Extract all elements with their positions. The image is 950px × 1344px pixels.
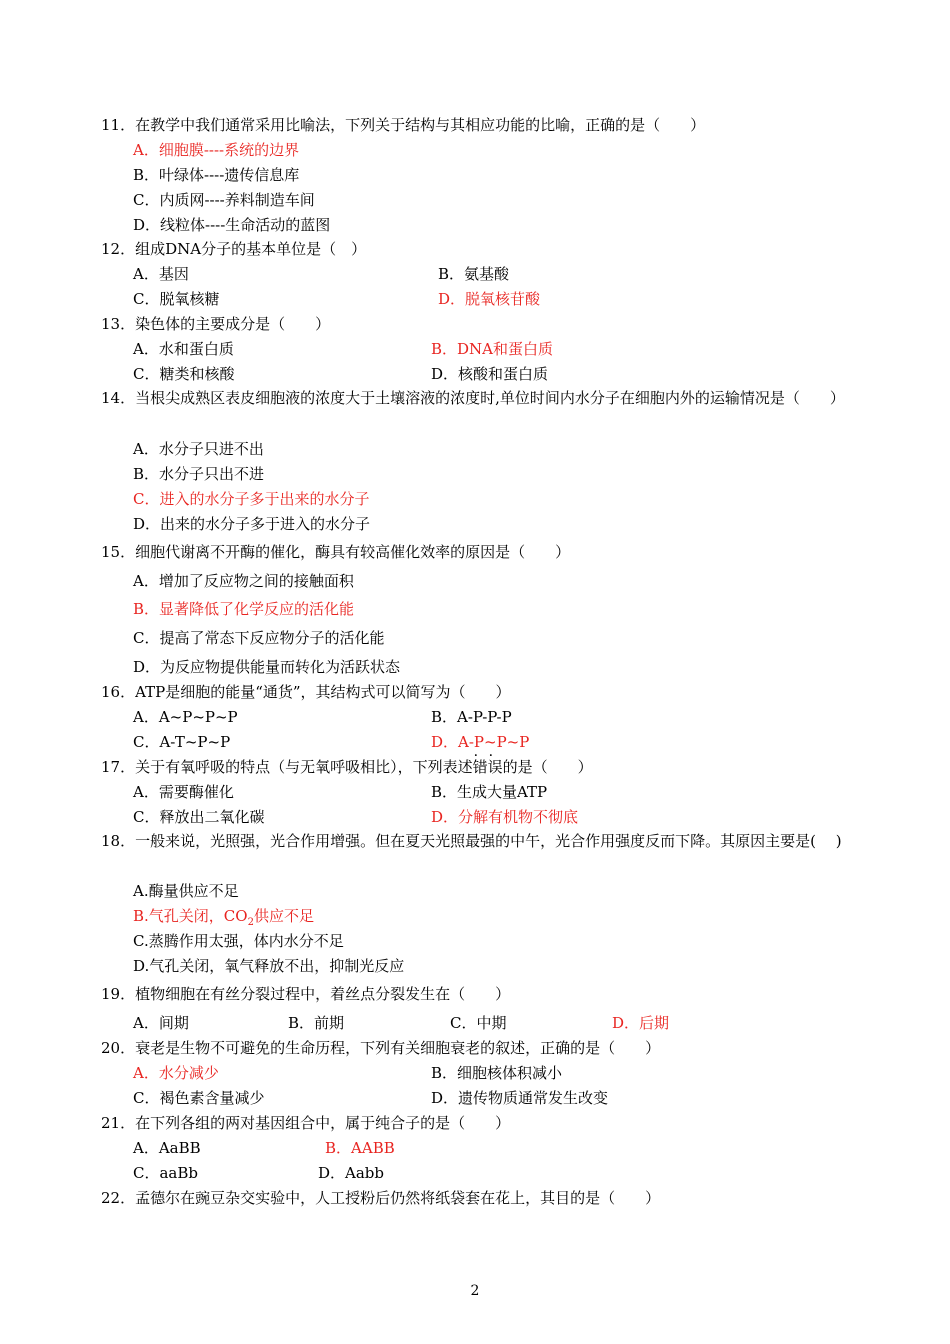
- question-19-option-b: B．前期: [288, 1014, 345, 1032]
- question-21-option-c: C．aaBb: [133, 1164, 198, 1182]
- question-19-stem: 19．植物细胞在有丝分裂过程中，着丝点分裂发生在（ ）: [101, 985, 511, 1003]
- question-15-option-b: B．显著降低了化学反应的活化能: [133, 600, 355, 618]
- question-14-option-b: B．水分子只出不进: [133, 465, 265, 483]
- question-20-option-b: B．细胞核体积减小: [431, 1064, 563, 1082]
- question-13-option-b: B．DNA和蛋白质: [431, 340, 554, 358]
- question-14-stem: 14．当根尖成熟区表皮细胞液的浓度大于土壤溶液的浓度时,单位时间内水分子在细胞内外的运输情况是（ ）: [101, 389, 845, 407]
- page-number: 2: [470, 1283, 480, 1299]
- question-18-option-d: D.气孔关闭，氧气释放不出，抑制光反应: [133, 957, 405, 975]
- question-13-option-c: C．糖类和核酸: [133, 365, 235, 383]
- question-14-option-c: C．进入的水分子多于出来的水分子: [133, 490, 370, 508]
- question-18-option-b-tail: 供应不足: [253, 907, 314, 925]
- question-21-option-b: B．AABB: [325, 1139, 395, 1157]
- question-19-option-a: A．间期: [133, 1014, 189, 1032]
- question-16-stem: 16．ATP是细胞的能量“通货”，其结构式可以简写为（ ）: [101, 683, 511, 701]
- question-15-option-d: D．为反应物提供能量而转化为活跃状态: [133, 658, 401, 676]
- question-21-option-d: D．Aabb: [318, 1164, 385, 1182]
- emphasized-word: 误: [487, 758, 503, 776]
- question-11-option-a: A．细胞膜----系统的边界: [133, 141, 300, 159]
- question-21-option-a: A．AaBB: [133, 1139, 201, 1157]
- question-12-option-a: A．基因: [133, 265, 189, 283]
- question-18-option-c: C.蒸腾作用太强，体内水分不足: [133, 932, 344, 950]
- question-19-option-c: C．中期: [450, 1014, 507, 1032]
- question-17-option-a: A．需要酶催化: [133, 783, 234, 801]
- question-11-option-b: B．叶绿体----遗传信息库: [133, 166, 300, 184]
- question-20-option-c: C．褐色素含量减少: [133, 1089, 265, 1107]
- question-18-option-a: A.酶量供应不足: [133, 882, 239, 900]
- question-16-option-d: D．A-P~P~P: [431, 733, 530, 751]
- question-17-stem: [101, 757, 593, 777]
- question-18-stem: 18．一般来说，光照强，光合作用增强。但在夏天光照最强的中午，光合作用强度反而下降。其原因主要是( ): [101, 832, 842, 850]
- question-16-option-c: C．A-T~P~P: [133, 733, 231, 751]
- question-16-option-b: B．A-P-P-P: [431, 708, 512, 726]
- question-11-stem: 11．在教学中我们通常采用比喻法，下列关于结构与其相应功能的比喻，正确的是（ ）: [101, 116, 706, 134]
- question-14-option-d: D．出来的水分子多于进入的水分子: [133, 515, 371, 533]
- question-17-stem-tail: 的是（ ）: [502, 758, 593, 776]
- question-19-option-d: D．后期: [612, 1014, 670, 1032]
- question-17-option-c: C．释放出二氧化碳: [133, 808, 265, 826]
- question-18-option-b-text: B.气孔关闭，CO: [133, 907, 248, 925]
- question-11-option-d: D．线粒体----生命活动的蓝图: [133, 216, 331, 234]
- question-12-option-c: C．脱氧核糖: [133, 290, 220, 308]
- question-13-option-d: D．核酸和蛋白质: [431, 365, 549, 383]
- subscript: 2: [247, 917, 254, 928]
- question-18-option-b: [133, 906, 314, 933]
- question-22-stem: 22．孟德尔在豌豆杂交实验中，人工授粉后仍然将纸袋套在花上，其目的是（ ）: [101, 1189, 661, 1207]
- emphasized-word: 错: [472, 758, 488, 776]
- question-13-stem: 13．染色体的主要成分是（ ）: [101, 315, 331, 333]
- question-21-stem: 21．在下列各组的两对基因组合中，属于纯合子的是（ ）: [101, 1114, 511, 1132]
- question-20-stem: 20．衰老是生物不可避免的生命历程，下列有关细胞衰老的叙述，正确的是（ ）: [101, 1039, 661, 1057]
- question-14-option-a: A．水分子只进不出: [133, 440, 264, 458]
- question-12-option-d: D．脱氧核苷酸: [438, 290, 541, 308]
- question-15-option-c: C．提高了常态下反应物分子的活化能: [133, 629, 385, 647]
- question-17-stem-text: 17．关于有氧呼吸的特点（与无氧呼吸相比），下列表述: [101, 758, 473, 776]
- question-17-option-d: D．分解有机物不彻底: [431, 808, 579, 826]
- question-20-option-d: D．遗传物质通常发生改变: [431, 1089, 609, 1107]
- question-11-option-c: C．内质网----养料制造车间: [133, 191, 315, 209]
- question-15-stem: 15．细胞代谢离不开酶的催化，酶具有较高催化效率的原因是（ ）: [101, 543, 571, 561]
- question-13-option-a: A．水和蛋白质: [133, 340, 234, 358]
- question-15-option-a: A．增加了反应物之间的接触面积: [133, 572, 354, 590]
- question-16-option-a: A．A~P~P~P: [133, 708, 238, 726]
- question-20-option-a: A．水分减少: [133, 1064, 219, 1082]
- question-17-option-b: B．生成大量ATP: [431, 783, 548, 801]
- question-12-option-b: B．氨基酸: [438, 265, 510, 283]
- question-12-stem: 12．组成DNA分子的基本单位是（ ）: [101, 240, 367, 258]
